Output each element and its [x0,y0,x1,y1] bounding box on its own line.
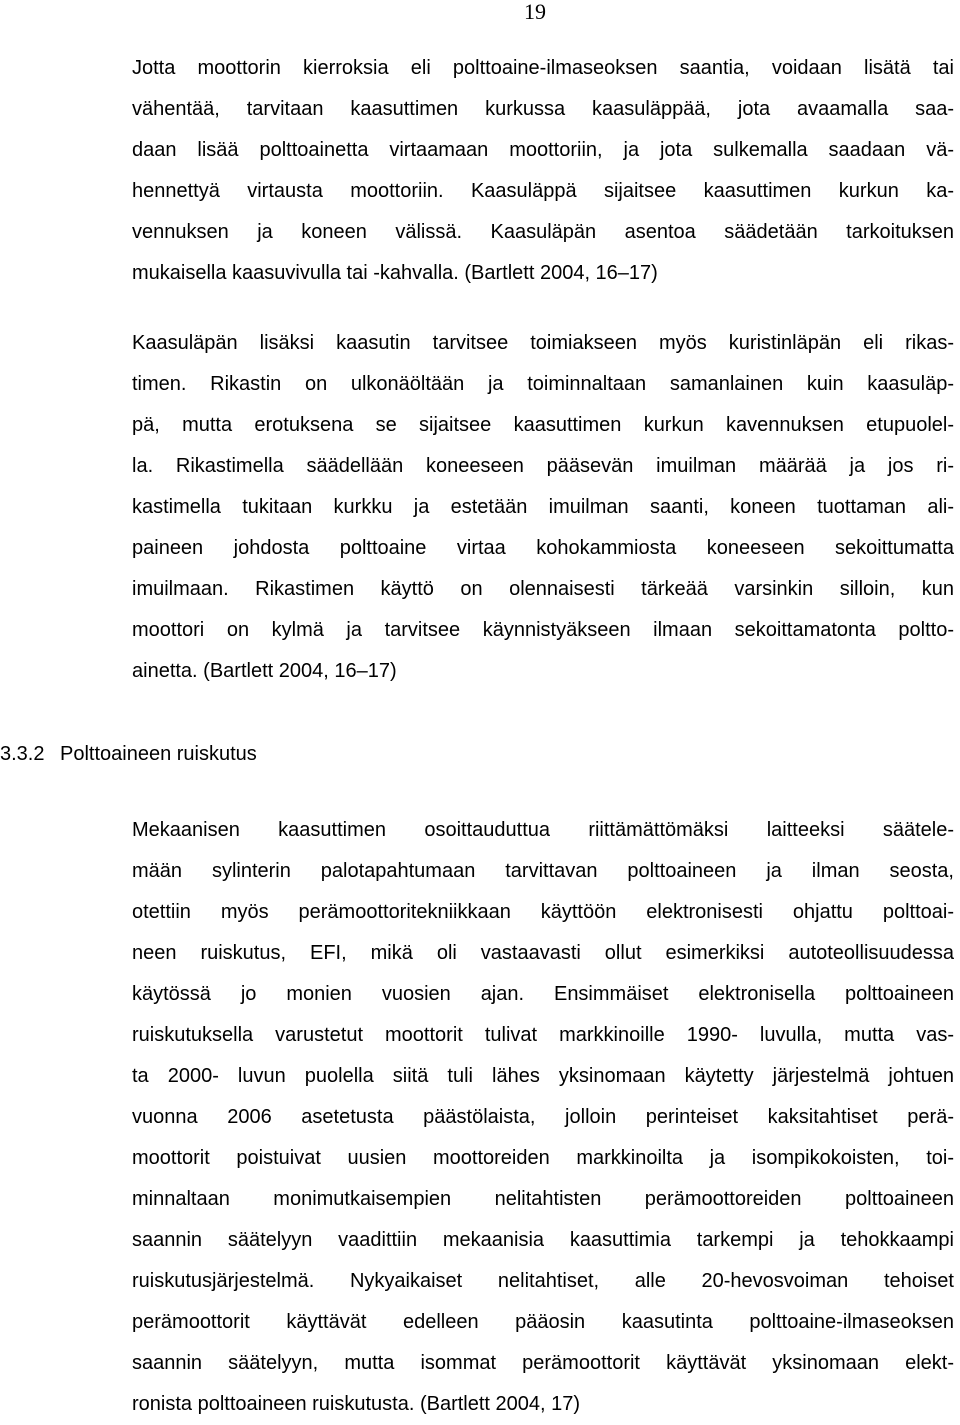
text-line: neen ruiskutus, EFI, mikä oli vastaavasti ollut esimerkiksi autoteollisuudessa [132,942,954,964]
text-line: la. Rikastimella säädellään koneeseen pääsevän imuilman määrää ja jos ri- [132,455,954,477]
paragraph-carburetor-throttle [132,48,954,294]
text-line: daan lisää polttoainetta virtaamaan moottoriin, ja jota sulkemalla saadaan vä- [132,139,954,161]
text-line: mään sylinterin palotapahtumaan tarvittavan polttoaineen ja ilman seosta, [132,860,954,882]
text-line: pä, mutta erotuksena se sijaitsee kaasuttimen kurkun kavennuksen etupuolel- [132,414,954,436]
text-line: perämoottorit käyttävät edelleen pääosin kaasutinta polttoaine-ilmaseoksen [132,1311,954,1333]
text-line: minnaltaan monimutkaisempien nelitahtisten perämoottoreiden polttoaineen [132,1188,954,1210]
text-line: timen. Rikastin on ulkonäöltään ja toiminnaltaan samanlainen kuin kaasuläp- [132,373,954,395]
text-line: otettiin myös perämoottoritekniikkaan käyttöön elektronisesti ohjattu polttoai- [132,901,954,923]
text-line: ronista polttoaineen ruiskutusta. (Bartlett 2004, 17) [132,1393,581,1415]
text-line: kastimella tukitaan kurkku ja estetään imuilman saanti, koneen tuottaman ali- [132,496,954,518]
text-line: mukaisella kaasuvivulla tai -kahvalla. (Bartlett 2004, 16–17) [132,262,658,284]
text-line: imuilmaan. Rikastimen käyttö on olennaisesti tärkeää varsinkin silloin, kun [132,578,954,600]
text-line: vähentää, tarvitaan kaasuttimen kurkussa kaasuläppää, jota avaamalla saa- [132,98,954,120]
text-line: moottorit poistuivat uusien moottoreiden markkinoilta ja isompikokoisten, toi- [132,1147,954,1169]
section-heading [0,736,257,772]
text-line: saannin säätelyyn, mutta isommat perämoottorit käyttävät yksinomaan elekt- [132,1352,954,1374]
text-line: Jotta moottorin kierroksia eli polttoaine-ilmaseoksen saantia, voidaan lisätä tai [132,57,954,79]
section-number: 3.3.2 [0,743,45,765]
text-line: Kaasuläpän lisäksi kaasutin tarvitsee toimiakseen myös kuristinläpän eli rikas- [132,332,954,354]
text-line: käytössä jo monien vuosien ajan. Ensimmäiset elektronisella polttoaineen [132,983,954,1005]
text-line: moottori on kylmä ja tarvitsee käynnistyäkseen ilmaan sekoittamatonta poltto- [132,619,954,641]
paragraph-fuel-injection [132,810,954,1425]
text-line: paineen johdosta polttoaine virtaa kohokammiosta koneeseen sekoittumatta [132,537,954,559]
text-line: vennuksen ja koneen välissä. Kaasuläpän asentoa säädetään tarkoituksen [132,221,954,243]
section-title: Polttoaineen ruiskutus [60,743,257,765]
text-line: ta 2000- luvun puolella siitä tuli lähes yksinomaan käytetty järjestelmä johtuen [132,1065,954,1087]
text-line: ainetta. (Bartlett 2004, 16–17) [132,660,397,682]
text-line: ruiskutuksella varustetut moottorit tulivat markkinoille 1990- luvulla, mutta vas- [132,1024,954,1046]
paragraph-choke [132,323,954,692]
page-number: 19 [524,0,546,24]
text-line: Mekaanisen kaasuttimen osoittauduttua riittämättömäksi laitteeksi säätele- [132,819,954,841]
text-line: ruiskutusjärjestelmä. Nykyaikaiset nelitahtiset, alle 20-hevosvoiman tehoiset [132,1270,954,1292]
text-line: saannin säätelyyn vaadittiin mekaanisia kaasuttimia tarkempi ja tehokkaampi [132,1229,954,1251]
text-line: hennettyä virtausta moottoriin. Kaasuläppä sijaitsee kaasuttimen kurkun ka- [132,180,954,202]
text-line: vuonna 2006 asetetusta päästölaista, jolloin perinteiset kaksitahtiset perä- [132,1106,954,1128]
